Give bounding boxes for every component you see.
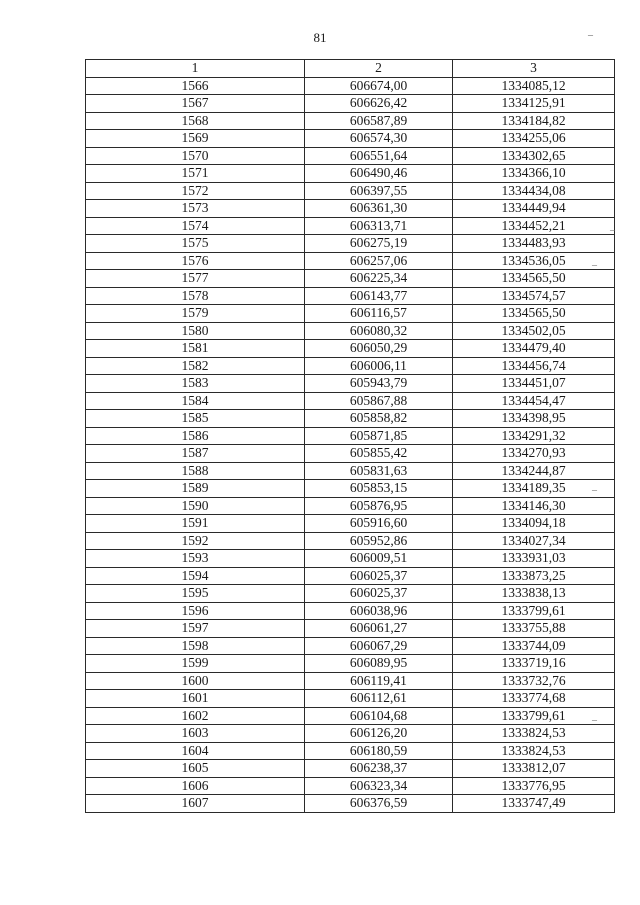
- table-row: [86, 130, 615, 148]
- cell-x-coordinate: 606080,32: [305, 322, 453, 340]
- cell-x-coordinate: 606006,11: [305, 357, 453, 375]
- table-row: [86, 777, 615, 795]
- cell-point-number: 1575: [86, 235, 305, 253]
- table-row: [86, 480, 615, 498]
- cell-point-number: 1601: [86, 690, 305, 708]
- cell-y-coordinate: 1334255,06: [453, 130, 615, 148]
- cell-point-number: 1590: [86, 497, 305, 515]
- cell-x-coordinate: 606376,59: [305, 795, 453, 813]
- cell-y-coordinate: 1334094,18: [453, 515, 615, 533]
- cell-y-coordinate: 1333799,61: [453, 602, 615, 620]
- corner-mark: –: [588, 30, 593, 41]
- cell-x-coordinate: 606626,42: [305, 95, 453, 113]
- table-row: [86, 77, 615, 95]
- cell-y-coordinate: 1334456,74: [453, 357, 615, 375]
- cell-x-coordinate: 606323,34: [305, 777, 453, 795]
- table-row: [86, 602, 615, 620]
- cell-x-coordinate: 605853,15: [305, 480, 453, 498]
- cell-y-coordinate: 1333776,95: [453, 777, 615, 795]
- cell-point-number: 1568: [86, 112, 305, 130]
- cell-y-coordinate: 1333747,49: [453, 795, 615, 813]
- page-number: 81: [313, 30, 327, 45]
- cell-point-number: 1574: [86, 217, 305, 235]
- cell-y-coordinate: 1334565,50: [453, 270, 615, 288]
- cell-y-coordinate: 1334146,30: [453, 497, 615, 515]
- cell-point-number: 1586: [86, 427, 305, 445]
- table-row: [86, 655, 615, 673]
- cell-y-coordinate: 1334366,10: [453, 165, 615, 183]
- cell-y-coordinate: 1334565,50: [453, 305, 615, 323]
- table-row: [86, 690, 615, 708]
- cell-point-number: 1595: [86, 585, 305, 603]
- cell-x-coordinate: 606067,29: [305, 637, 453, 655]
- cell-y-coordinate: 1333838,13: [453, 585, 615, 603]
- table-row: [86, 532, 615, 550]
- cell-point-number: 1600: [86, 672, 305, 690]
- table-row: [86, 305, 615, 323]
- table-row: [86, 410, 615, 428]
- cell-x-coordinate: 606361,30: [305, 200, 453, 218]
- cell-x-coordinate: 606313,71: [305, 217, 453, 235]
- cell-point-number: 1587: [86, 445, 305, 463]
- table-row: [86, 707, 615, 725]
- cell-point-number: 1578: [86, 287, 305, 305]
- cell-point-number: 1594: [86, 567, 305, 585]
- cell-x-coordinate: 606009,51: [305, 550, 453, 568]
- cell-y-coordinate: 1334574,57: [453, 287, 615, 305]
- cell-y-coordinate: 1333774,68: [453, 690, 615, 708]
- cell-point-number: 1580: [86, 322, 305, 340]
- cell-y-coordinate: 1334270,93: [453, 445, 615, 463]
- cell-x-coordinate: 605831,63: [305, 462, 453, 480]
- cell-x-coordinate: 605952,86: [305, 532, 453, 550]
- cell-x-coordinate: 605858,82: [305, 410, 453, 428]
- cell-point-number: 1599: [86, 655, 305, 673]
- table-row: [86, 95, 615, 113]
- cell-x-coordinate: 606050,29: [305, 340, 453, 358]
- cell-y-coordinate: 1333873,25: [453, 567, 615, 585]
- cell-y-coordinate: 1333719,16: [453, 655, 615, 673]
- table-row: [86, 427, 615, 445]
- cell-x-coordinate: 606180,59: [305, 742, 453, 760]
- stray-mark: –: [592, 260, 597, 271]
- cell-x-coordinate: 606257,06: [305, 252, 453, 270]
- cell-y-coordinate: 1334027,34: [453, 532, 615, 550]
- column-header-x: 2: [305, 60, 453, 78]
- cell-point-number: 1581: [86, 340, 305, 358]
- cell-point-number: 1593: [86, 550, 305, 568]
- cell-x-coordinate: 606238,37: [305, 760, 453, 778]
- cell-x-coordinate: 605876,95: [305, 497, 453, 515]
- cell-y-coordinate: 1333755,88: [453, 620, 615, 638]
- cell-x-coordinate: 606397,55: [305, 182, 453, 200]
- cell-y-coordinate: 1334479,40: [453, 340, 615, 358]
- cell-x-coordinate: 606116,57: [305, 305, 453, 323]
- table-row: [86, 375, 615, 393]
- cell-x-coordinate: 606587,89: [305, 112, 453, 130]
- table-row: [86, 725, 615, 743]
- cell-x-coordinate: 606104,68: [305, 707, 453, 725]
- cell-point-number: 1579: [86, 305, 305, 323]
- cell-y-coordinate: 1334184,82: [453, 112, 615, 130]
- table-row: [86, 550, 615, 568]
- table-row: [86, 235, 615, 253]
- table-row: [86, 112, 615, 130]
- cell-point-number: 1597: [86, 620, 305, 638]
- table-row: [86, 217, 615, 235]
- cell-x-coordinate: 606275,19: [305, 235, 453, 253]
- column-header-point: 1: [86, 60, 305, 78]
- cell-x-coordinate: 606551,64: [305, 147, 453, 165]
- cell-y-coordinate: 1333931,03: [453, 550, 615, 568]
- cell-y-coordinate: 1333732,76: [453, 672, 615, 690]
- cell-point-number: 1592: [86, 532, 305, 550]
- table-row: [86, 497, 615, 515]
- cell-point-number: 1572: [86, 182, 305, 200]
- cell-point-number: 1605: [86, 760, 305, 778]
- cell-y-coordinate: 1333824,53: [453, 725, 615, 743]
- table-row: [86, 322, 615, 340]
- cell-x-coordinate: 606025,37: [305, 567, 453, 585]
- cell-point-number: 1576: [86, 252, 305, 270]
- cell-y-coordinate: 1334483,93: [453, 235, 615, 253]
- stray-mark: –: [592, 485, 597, 496]
- stray-mark: –: [610, 225, 615, 236]
- cell-y-coordinate: 1334398,95: [453, 410, 615, 428]
- coordinates-table: [85, 59, 615, 813]
- table-row: [86, 147, 615, 165]
- cell-y-coordinate: 1334291,32: [453, 427, 615, 445]
- cell-y-coordinate: 1334449,94: [453, 200, 615, 218]
- table-body: [86, 77, 615, 812]
- table-row: [86, 287, 615, 305]
- cell-y-coordinate: 1334454,47: [453, 392, 615, 410]
- table-row: [86, 760, 615, 778]
- cell-x-coordinate: 606574,30: [305, 130, 453, 148]
- cell-x-coordinate: 606025,37: [305, 585, 453, 603]
- cell-x-coordinate: 606490,46: [305, 165, 453, 183]
- cell-x-coordinate: 606225,34: [305, 270, 453, 288]
- table-row: [86, 672, 615, 690]
- table-row: [86, 357, 615, 375]
- cell-y-coordinate: 1334536,05: [453, 252, 615, 270]
- cell-x-coordinate: 606143,77: [305, 287, 453, 305]
- table-row: [86, 252, 615, 270]
- table-row: [86, 620, 615, 638]
- cell-point-number: 1567: [86, 95, 305, 113]
- cell-point-number: 1577: [86, 270, 305, 288]
- cell-y-coordinate: 1334451,07: [453, 375, 615, 393]
- table-header-row: [86, 60, 615, 78]
- cell-x-coordinate: 606674,00: [305, 77, 453, 95]
- table-row: [86, 742, 615, 760]
- cell-point-number: 1566: [86, 77, 305, 95]
- table-row: [86, 182, 615, 200]
- cell-point-number: 1570: [86, 147, 305, 165]
- cell-point-number: 1583: [86, 375, 305, 393]
- cell-point-number: 1604: [86, 742, 305, 760]
- cell-x-coordinate: 605855,42: [305, 445, 453, 463]
- table-row: [86, 270, 615, 288]
- cell-y-coordinate: 1334085,12: [453, 77, 615, 95]
- cell-point-number: 1607: [86, 795, 305, 813]
- table-row: [86, 165, 615, 183]
- cell-point-number: 1603: [86, 725, 305, 743]
- cell-point-number: 1591: [86, 515, 305, 533]
- cell-y-coordinate: 1334189,35: [453, 480, 615, 498]
- cell-y-coordinate: 1333824,53: [453, 742, 615, 760]
- cell-y-coordinate: 1334302,65: [453, 147, 615, 165]
- cell-y-coordinate: 1334244,87: [453, 462, 615, 480]
- cell-point-number: 1573: [86, 200, 305, 218]
- table-row: [86, 462, 615, 480]
- cell-y-coordinate: 1333812,07: [453, 760, 615, 778]
- cell-x-coordinate: 605916,60: [305, 515, 453, 533]
- cell-point-number: 1584: [86, 392, 305, 410]
- table-row: [86, 200, 615, 218]
- cell-y-coordinate: 1333799,61: [453, 707, 615, 725]
- cell-point-number: 1606: [86, 777, 305, 795]
- table-row: [86, 515, 615, 533]
- cell-x-coordinate: 606112,61: [305, 690, 453, 708]
- cell-y-coordinate: 1333744,09: [453, 637, 615, 655]
- cell-point-number: 1585: [86, 410, 305, 428]
- table-row: [86, 445, 615, 463]
- cell-x-coordinate: 606061,27: [305, 620, 453, 638]
- cell-x-coordinate: 606089,95: [305, 655, 453, 673]
- cell-point-number: 1596: [86, 602, 305, 620]
- cell-x-coordinate: 606038,96: [305, 602, 453, 620]
- stray-mark: –: [592, 715, 597, 726]
- cell-x-coordinate: 605943,79: [305, 375, 453, 393]
- cell-y-coordinate: 1334434,08: [453, 182, 615, 200]
- cell-point-number: 1571: [86, 165, 305, 183]
- cell-point-number: 1589: [86, 480, 305, 498]
- cell-point-number: 1582: [86, 357, 305, 375]
- cell-x-coordinate: 606119,41: [305, 672, 453, 690]
- cell-y-coordinate: 1334452,21: [453, 217, 615, 235]
- column-header-y: 3: [453, 60, 615, 78]
- cell-y-coordinate: 1334502,05: [453, 322, 615, 340]
- cell-y-coordinate: 1334125,91: [453, 95, 615, 113]
- cell-x-coordinate: 605871,85: [305, 427, 453, 445]
- table-row: [86, 637, 615, 655]
- cell-x-coordinate: 606126,20: [305, 725, 453, 743]
- cell-point-number: 1598: [86, 637, 305, 655]
- table-row: [86, 567, 615, 585]
- table-row: [86, 340, 615, 358]
- cell-point-number: 1588: [86, 462, 305, 480]
- table-row: [86, 585, 615, 603]
- cell-point-number: 1602: [86, 707, 305, 725]
- table-row: [86, 392, 615, 410]
- cell-point-number: 1569: [86, 130, 305, 148]
- table-row: [86, 795, 615, 813]
- cell-x-coordinate: 605867,88: [305, 392, 453, 410]
